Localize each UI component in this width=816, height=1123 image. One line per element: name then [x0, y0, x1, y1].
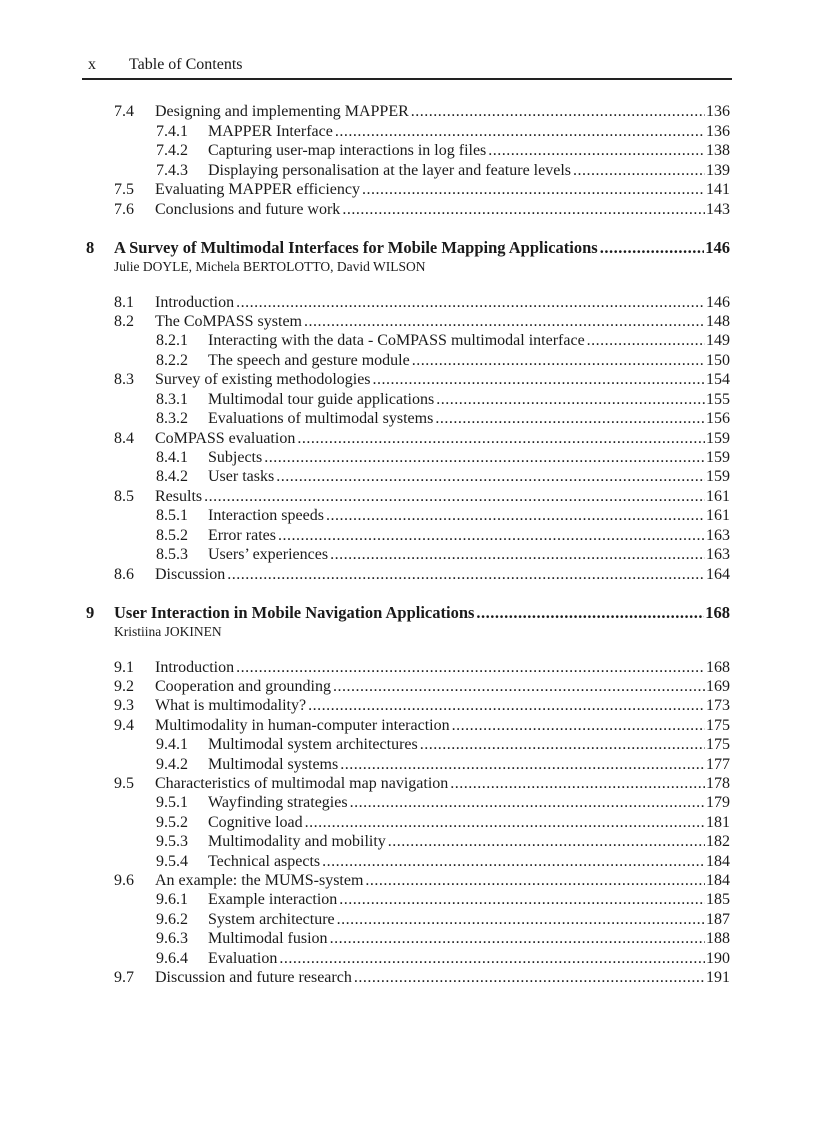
entry-number: 8.5.2	[156, 526, 188, 544]
entry-page: 161	[706, 487, 730, 505]
toc-entry[interactable]	[156, 813, 730, 833]
toc-entry[interactable]	[114, 370, 730, 390]
entry-title: Capturing user-map interactions in log files	[208, 142, 487, 159]
toc-entry[interactable]	[156, 331, 730, 351]
entry-number: 9.6.1	[156, 891, 188, 909]
toc-entry[interactable]	[114, 658, 730, 678]
entry-page: 148	[706, 312, 730, 330]
toc-entry[interactable]	[156, 351, 730, 371]
entry-page: 149	[706, 332, 730, 350]
toc-entry[interactable]	[114, 180, 730, 200]
leader-dots	[452, 716, 705, 736]
toc-entry[interactable]	[156, 448, 730, 468]
entry-page: 161	[706, 507, 730, 525]
leader-dots	[435, 409, 705, 429]
entry-page: 150	[706, 351, 730, 369]
entry-number: 9.6	[114, 871, 134, 889]
toc-entry[interactable]	[114, 871, 730, 891]
leader-dots	[365, 871, 705, 891]
toc-entry[interactable]	[156, 832, 730, 852]
entry-title: CoMPASS evaluation	[155, 429, 296, 447]
leader-dots	[600, 238, 705, 258]
entry-number: 7.4.2	[156, 142, 188, 159]
entry-title: Multimodality in human-computer interaction	[155, 716, 450, 734]
entry-title: Results	[155, 487, 203, 505]
entry-page: 163	[706, 526, 730, 544]
running-head	[86, 54, 732, 76]
entry-title: Multimodal system architectures	[208, 736, 418, 754]
entry-page: 188	[706, 930, 730, 948]
leader-dots	[362, 180, 705, 200]
entry-number: 9.5	[114, 774, 134, 792]
entry-page: 184	[706, 852, 730, 870]
entry-title: The CoMPASS system	[155, 312, 302, 330]
leader-dots	[450, 774, 705, 794]
toc-entry[interactable]	[114, 677, 730, 697]
entry-title: Cognitive load	[208, 813, 303, 831]
entry-page: 169	[706, 677, 730, 695]
chapter-heading[interactable]	[86, 238, 730, 258]
entry-page: 185	[706, 891, 730, 909]
entry-title: Example interaction	[208, 891, 338, 909]
entry-number: 8.5.3	[156, 546, 188, 564]
entry-title: Introduction	[155, 293, 235, 311]
toc-entry[interactable]	[156, 929, 730, 949]
entry-number: 7.4.1	[156, 122, 188, 140]
chapter-page: 146	[705, 238, 730, 257]
toc-entry[interactable]	[156, 409, 730, 429]
entry-number: 9.5.4	[156, 852, 188, 870]
entry-page: 139	[706, 161, 730, 179]
leader-dots	[326, 506, 705, 526]
entry-page: 156	[706, 410, 730, 428]
entry-number: 7.6	[114, 200, 134, 218]
leader-dots	[335, 122, 705, 142]
leader-dots	[342, 200, 705, 220]
leader-dots	[339, 890, 705, 910]
leader-dots	[412, 351, 705, 371]
entry-page: 163	[706, 546, 730, 564]
entry-page: 164	[706, 565, 730, 583]
entry-number: 9.2	[114, 677, 134, 695]
leader-dots	[573, 161, 705, 181]
leader-dots	[322, 852, 705, 872]
entry-number: 8.3.2	[156, 410, 188, 428]
entry-title: Evaluations of multimodal systems	[208, 410, 434, 428]
toc-entry[interactable]	[156, 141, 730, 161]
entry-number: 8.4.2	[156, 468, 188, 486]
toc-entry[interactable]	[156, 506, 730, 526]
entry-title: Evaluating MAPPER efficiency	[155, 181, 360, 198]
toc-entry[interactable]	[156, 545, 730, 565]
entry-number: 9.6.3	[156, 930, 188, 948]
toc-entry[interactable]	[114, 102, 730, 122]
toc-entry[interactable]	[156, 735, 730, 755]
entry-page: 190	[706, 949, 730, 967]
entry-number: 8.3.1	[156, 390, 188, 408]
entry-page: 141	[706, 181, 730, 198]
entry-page: 187	[706, 910, 730, 928]
entry-number: 8.5.1	[156, 507, 188, 525]
entry-page: 136	[706, 122, 730, 140]
entry-page: 159	[706, 468, 730, 486]
entry-title: Evaluation	[208, 949, 278, 967]
entry-page: 179	[706, 794, 730, 812]
entry-page: 168	[706, 658, 730, 676]
entry-title: Discussion and future research	[155, 968, 352, 986]
entry-number: 8.5	[114, 487, 134, 505]
toc-entry[interactable]	[156, 390, 730, 410]
entry-number: 9.3	[114, 697, 134, 715]
toc-entry[interactable]	[114, 312, 730, 332]
entry-number: 7.4.3	[156, 161, 188, 179]
leader-dots	[330, 545, 705, 565]
entry-page: 184	[706, 871, 730, 889]
toc-entry[interactable]	[114, 200, 730, 220]
entry-number: 9.7	[114, 968, 134, 986]
entry-page: 182	[706, 833, 730, 851]
entry-number: 9.4.1	[156, 736, 188, 754]
toc-entry[interactable]	[114, 696, 730, 716]
leader-dots	[388, 832, 705, 852]
entry-title: Interaction speeds	[208, 507, 324, 525]
entry-title: MAPPER Interface	[208, 122, 333, 140]
leader-dots	[304, 312, 705, 332]
entry-title: Discussion	[155, 565, 226, 583]
toc-entry[interactable]	[114, 293, 730, 313]
toc-entry[interactable]	[156, 467, 730, 487]
entry-title: Error rates	[208, 526, 276, 544]
entry-title: Wayfinding strategies	[208, 794, 348, 812]
leader-dots	[297, 429, 705, 449]
toc-entry[interactable]	[156, 755, 730, 775]
leader-dots	[373, 370, 705, 390]
leader-dots	[264, 448, 705, 468]
entry-number: 7.5	[114, 181, 134, 198]
leader-dots	[354, 968, 705, 988]
leader-dots	[476, 603, 704, 623]
leader-dots	[227, 565, 705, 585]
entry-title: Multimodality and mobility	[208, 833, 386, 851]
chapter-authors: Julie DOYLE, Michela BERTOLOTTO, David WILSON	[114, 259, 426, 274]
leader-dots	[236, 658, 705, 678]
entry-page: 136	[706, 103, 730, 120]
chapter-number: 8	[86, 238, 95, 257]
toc-entry[interactable]	[114, 565, 730, 585]
leader-dots	[236, 293, 705, 313]
entry-page: 178	[706, 774, 730, 792]
page-number: x	[88, 56, 96, 73]
entry-page: 175	[706, 716, 730, 734]
leader-dots	[276, 467, 705, 487]
entry-number: 8.1	[114, 293, 134, 311]
leader-dots	[587, 331, 705, 351]
entry-title: Users’ experiences	[208, 546, 329, 564]
leader-dots	[330, 929, 705, 949]
entry-title: Interacting with the data - CoMPASS multimodal interface	[208, 332, 585, 350]
entry-number: 8.2.2	[156, 351, 188, 369]
leader-dots	[204, 487, 705, 507]
entry-title: Survey of existing methodologies	[155, 371, 371, 389]
entry-number: 7.4	[114, 103, 134, 120]
toc-entry[interactable]	[114, 968, 730, 988]
entry-number: 9.1	[114, 658, 134, 676]
entry-title: Introduction	[155, 658, 235, 676]
entry-title: Subjects	[208, 448, 263, 466]
entry-number: 9.4	[114, 716, 134, 734]
entry-title: The speech and gesture module	[208, 351, 410, 369]
header-rule	[82, 78, 732, 80]
entry-title: Multimodal systems	[208, 755, 339, 773]
entry-number: 8.2.1	[156, 332, 188, 350]
entry-number: 9.5.1	[156, 794, 188, 812]
chapter-heading[interactable]	[86, 603, 730, 623]
entry-page: 146	[706, 293, 730, 311]
leader-dots	[488, 141, 705, 161]
entry-title: Characteristics of multimodal map navigation	[155, 774, 449, 792]
leader-dots	[278, 526, 705, 546]
entry-number: 8.4.1	[156, 448, 188, 466]
entry-title: Multimodal tour guide applications	[208, 390, 435, 408]
entry-title: System architecture	[208, 910, 335, 928]
toc-entry[interactable]	[156, 852, 730, 872]
leader-dots	[279, 949, 705, 969]
chapter-number: 9	[86, 603, 95, 622]
toc-entry[interactable]	[114, 774, 730, 794]
entry-page: 177	[706, 755, 730, 773]
leader-dots	[340, 755, 705, 775]
toc-entry[interactable]	[156, 122, 730, 142]
toc-entry[interactable]	[114, 487, 730, 507]
toc-entry[interactable]	[156, 910, 730, 930]
leader-dots	[305, 813, 705, 833]
entry-page: 159	[706, 448, 730, 466]
entry-title: Technical aspects	[208, 852, 321, 870]
leader-dots	[411, 102, 705, 122]
entry-number: 8.6	[114, 565, 134, 583]
entry-page: 138	[706, 142, 730, 159]
leader-dots	[337, 910, 705, 930]
entry-number: 9.6.2	[156, 910, 188, 928]
toc-entry[interactable]	[156, 890, 730, 910]
entry-page: 173	[706, 697, 730, 715]
chapter-authors: Kristiina JOKINEN	[114, 624, 222, 639]
chapter-title: A Survey of Multimodal Interfaces for Mobile Mapping Applications	[114, 238, 598, 257]
toc-entry[interactable]	[156, 949, 730, 969]
entry-title: Designing and implementing MAPPER	[155, 103, 409, 120]
running-head-title: Table of Contents	[129, 56, 243, 73]
entry-page: 159	[706, 429, 730, 447]
entry-number: 9.5.2	[156, 813, 188, 831]
entry-page: 154	[706, 371, 730, 389]
chapter-page: 168	[705, 603, 730, 622]
entry-number: 9.4.2	[156, 755, 188, 773]
leader-dots	[333, 677, 705, 697]
entry-title: Conclusions and future work	[155, 200, 341, 218]
entry-number: 9.6.4	[156, 949, 188, 967]
entry-number: 8.3	[114, 371, 134, 389]
leader-dots	[436, 390, 705, 410]
entry-page: 155	[706, 390, 730, 408]
entry-page: 175	[706, 736, 730, 754]
chapter-title: User Interaction in Mobile Navigation Applications	[114, 603, 475, 622]
entry-page: 181	[706, 813, 730, 831]
entry-number: 9.5.3	[156, 833, 188, 851]
entry-title: Cooperation and grounding	[155, 677, 331, 695]
toc-entry[interactable]	[114, 716, 730, 736]
entry-title: Multimodal fusion	[208, 930, 328, 948]
entry-title: Displaying personalisation at the layer and feature levels	[208, 161, 571, 179]
entry-number: 8.2	[114, 312, 134, 330]
entry-title: An example: the MUMS-system	[155, 871, 364, 889]
toc-entry[interactable]	[156, 793, 730, 813]
entry-title: User tasks	[208, 468, 275, 486]
entry-title: What is multimodality?	[155, 697, 307, 715]
leader-dots	[350, 793, 705, 813]
entry-number: 8.4	[114, 429, 134, 447]
entry-page: 143	[706, 200, 730, 218]
toc-entry[interactable]	[156, 526, 730, 546]
toc-entry[interactable]	[114, 429, 730, 449]
leader-dots	[308, 696, 705, 716]
toc-entry[interactable]	[156, 161, 730, 181]
leader-dots	[420, 735, 705, 755]
entry-page: 191	[706, 968, 730, 986]
